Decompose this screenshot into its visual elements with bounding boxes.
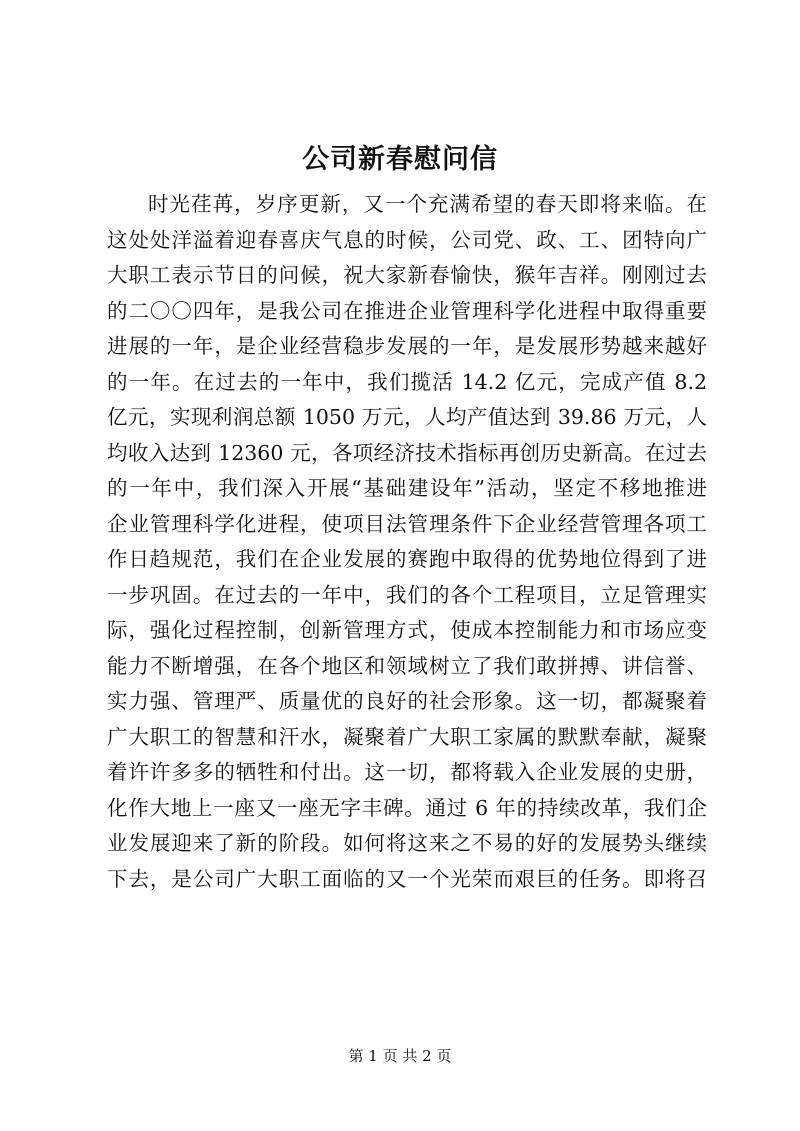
body-line: 均收入达到 12360 元，各项经济技术指标再创历史新高。在过去 [107, 440, 707, 465]
body-line: 这处处洋溢着迎春喜庆气息的时候，公司党、政、工、团特向广 [107, 227, 707, 252]
body-line: 化作大地上一座又一座无字丰碑。通过 6 年的持续改革，我们企 [107, 795, 707, 820]
body-line: 的二〇〇四年，是我公司在推进企业管理科学化进程中取得重要 [107, 298, 707, 323]
body-line: 一步巩固。在过去的一年中，我们的各个工程项目，立足管理实 [107, 582, 707, 607]
body-line: 进展的一年，是企业经营稳步发展的一年，是发展形势越来越好 [107, 334, 707, 358]
body-line: 广大职工的智慧和汗水，凝聚着广大职工家属的默默奉献，凝聚 [107, 724, 707, 749]
body-line: 大职工表示节日的问候，祝大家新春愉快，猴年吉祥。刚刚过去 [107, 263, 707, 287]
letter-body [107, 187, 707, 897]
body-line: 下去，是公司广大职工面临的又一个光荣而艰巨的任务。即将召 [107, 866, 707, 891]
body-line: 业发展迎来了新的阶段。如何将这来之不易的好的发展势头继续 [107, 831, 707, 855]
body-line: 作日趋规范，我们在企业发展的赛跑中取得的优势地位得到了进 [107, 547, 707, 571]
page-number-footer: 第 1 页 共 2 页 [348, 1047, 452, 1065]
body-line: 实力强、管理严、质量优的良好的社会形象。这一切，都凝聚着 [107, 689, 707, 713]
body-line: 亿元，实现利润总额 1050 万元，人均产值达到 39.86 万元，人 [107, 405, 707, 429]
body-line: 的一年中，我们深入开展“基础建设年”活动，坚定不移地推进 [107, 476, 707, 500]
body-line: 能力不断增强，在各个地区和领域树立了我们敢拼搏、讲信誉、 [107, 653, 707, 678]
body-line: 企业管理科学化进程，使项目法管理条件下企业经营管理各项工 [107, 511, 707, 536]
body-line: 着许许多多的牺牲和付出。这一切，都将载入企业发展的史册， [107, 760, 707, 784]
body-line: 的一年。在过去的一年中，我们揽活 14.2 亿元，完成产值 8.2 [107, 369, 707, 394]
body-line: 际，强化过程控制，创新管理方式，使成本控制能力和市场应变 [107, 618, 707, 642]
page-title: 公司新春慰问信 [302, 144, 498, 175]
body-line: 时光荏苒，岁序更新，又一个充满希望的春天即将来临。在 [148, 192, 707, 216]
